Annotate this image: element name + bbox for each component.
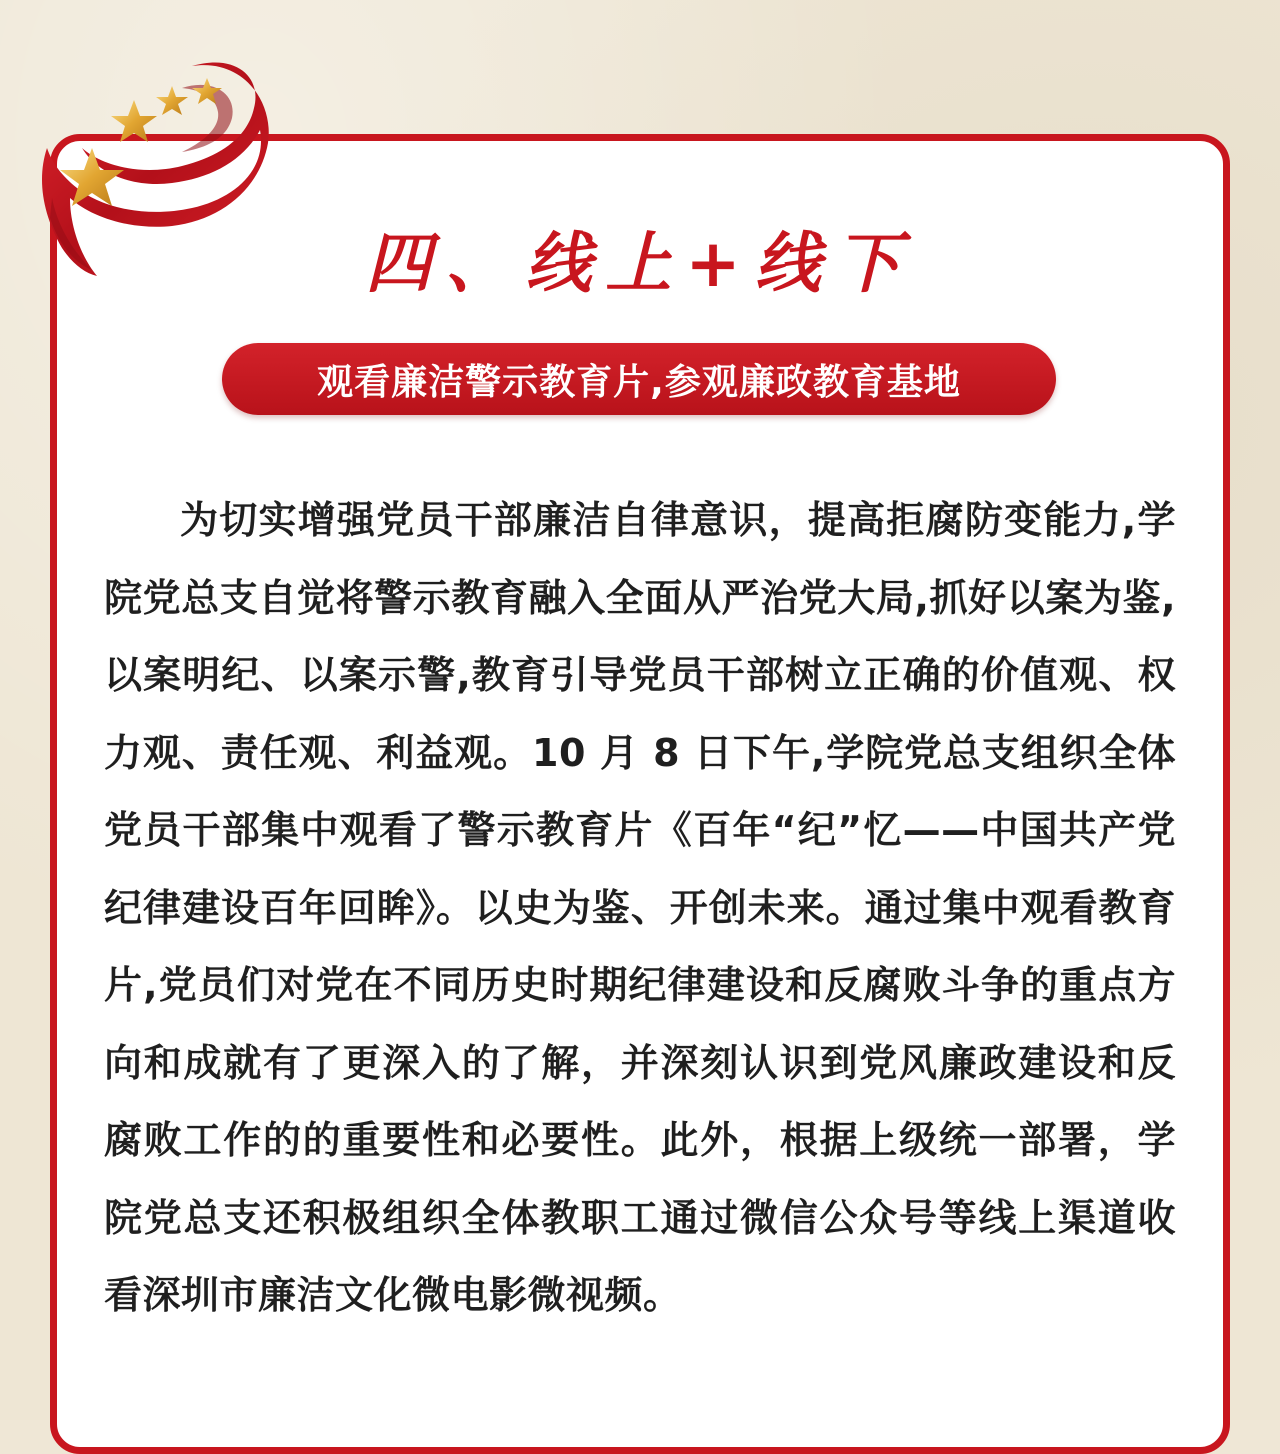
article-paragraph: 为切实增强党员干部廉洁自律意识，提高拒腐防变能力,学院党总支自觉将警示教育融入全面从严治党大局,抓好以案为鉴,以案明纪、以案示警,教育引导党员干部树立正确的价值观、权力观、责任观、利益观。10 月 8 日下午,学院党总支组织全体党员干部集中观看了警示教育片《百年“纪”忆——中国共产党纪律建设百年回眸》。以史为鉴、开创未来。通过集中观看教育片,党员们对党在不同历史时期纪律建设和反腐败斗争的重点方向和成就有了更深入的了解，并深刻认识到党风廉政建设和反腐败工作的的重要性和必要性。此外，根据上级统一部署，学院党总支还积极组织全体教职工通过微信公众号等线上渠道收看深圳市廉洁文化微电影微视频。 [104, 498, 1176, 1317]
subtitle-text: 观看廉洁警示教育片,参观廉政教育基地 [317, 361, 961, 403]
section-title: 四、线上+线下 [365, 225, 915, 302]
subtitle-banner [222, 343, 1056, 415]
